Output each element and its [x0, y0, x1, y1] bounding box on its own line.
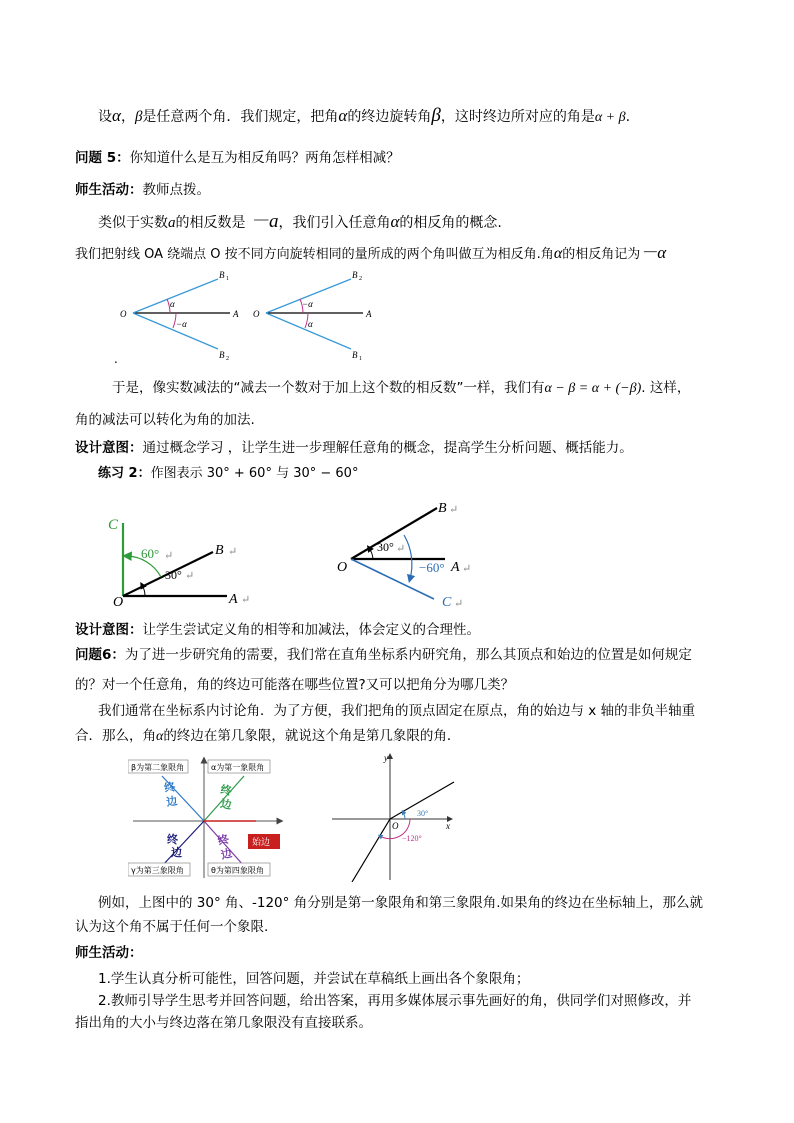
terminal-char-2: 边: [219, 798, 233, 812]
label-60-deg: 60°: [141, 546, 160, 561]
label-box-q1: [208, 760, 270, 773]
design-intent-label: 设计意图：: [75, 622, 143, 638]
label-neg-120-deg: −120°: [402, 834, 422, 843]
sum-angle-diagram: [108, 517, 250, 610]
quadrant-angles-figure: [128, 756, 284, 880]
label-neg-alpha: −α: [176, 319, 187, 329]
ray-ob1: [133, 279, 218, 313]
arc-30: [369, 548, 373, 559]
return-mark: ↵: [462, 563, 472, 575]
label-30-deg: 30°: [377, 540, 394, 554]
label-q1: α为第一象限角: [211, 763, 265, 772]
list-item: 1.学生认真分析可能性，回答问题，并尝试在草稿纸上画出各个象限角；: [98, 971, 530, 987]
design-intent-text: 让学生尝试定义角的相等和加减法，体会定义的合理性。: [142, 622, 480, 638]
text-segment: ，我们引入任意角: [278, 215, 391, 231]
text-segment: 的相反角的概念.: [399, 215, 502, 231]
alpha-symbol: α: [338, 106, 348, 125]
question-label: 问题 5：: [75, 150, 130, 166]
neg-alpha-symbol: －α: [640, 243, 667, 262]
return-mark: ↵: [449, 504, 459, 516]
example-paragraph-line2: 认为这个角不属于任何一个象限.: [75, 919, 269, 935]
subtraction-paragraph-line2: 角的减法可以转化为角的加法.: [75, 412, 255, 428]
activity-text: 教师点拨。: [142, 182, 210, 198]
coordinate-angles-figure: [330, 752, 460, 882]
label-c: C: [108, 517, 119, 533]
exercise-text: 作图表示 30° + 60° 与 30° − 60°: [150, 466, 359, 481]
teacher-student-activity-2: 师生活动：: [75, 945, 143, 961]
label-box-q4: [208, 863, 270, 876]
return-mark: ↵: [241, 594, 251, 606]
label-o: O: [120, 309, 127, 319]
text-segment: 是任意两个角．我们规定，把角: [142, 109, 339, 125]
question-label: 问题6：: [75, 647, 125, 663]
exercise-label: 练习 2：: [98, 466, 151, 481]
question-6: [75, 643, 692, 663]
label-b1-sub: 1: [226, 276, 229, 282]
beta-symbol: β: [134, 109, 143, 125]
return-mark: ↵: [454, 598, 464, 610]
text-segment: 角: [540, 247, 554, 262]
return-mark: ↵: [164, 550, 174, 562]
opposite-number-paragraph: [98, 206, 502, 233]
terminal-char-2: 边: [171, 847, 182, 859]
label-a: A: [451, 560, 460, 575]
label-a: A: [233, 309, 239, 319]
label-q4: θ为第四象限角: [211, 866, 264, 875]
label-b2: B: [352, 270, 358, 280]
alpha-symbol: α: [390, 212, 400, 231]
right-angle-diagram: [253, 270, 372, 362]
text-segment: 于是，像实数减法的“减去一个数对于加上这个数的相反数”一样，我们有: [112, 380, 545, 396]
label-b: B: [438, 501, 447, 516]
activity-label: 师生活动：: [75, 182, 143, 198]
label-q3: γ为第三象限角: [131, 866, 184, 875]
design-intent-label: 设计意图：: [75, 440, 143, 456]
alpha-symbol: α: [156, 729, 164, 744]
label-x: x: [446, 821, 450, 831]
terminal-char-1: 终: [219, 784, 233, 798]
question-text: 你知道什么是互为相反角吗？两角怎样相减？: [129, 150, 400, 166]
terminal-char-2: 边: [219, 847, 234, 862]
left-angle-diagram: [120, 270, 239, 362]
arc-30: [403, 812, 405, 819]
sum-formula: α + β: [594, 110, 626, 125]
figure-trailing-dot: .: [114, 352, 118, 366]
return-mark: ↵: [185, 570, 195, 582]
subtraction-formula: α − β = α + (−β): [544, 381, 642, 396]
text-segment: 我们把射线 OA 绕端点 O 按不同方向旋转相同的量所成的两个角叫做互为相反角.: [75, 247, 541, 262]
text-segment: ，这时终边所对应的角是: [440, 109, 595, 125]
exercise-2: [98, 462, 358, 481]
terminal-side-neg-120: [352, 819, 390, 882]
return-mark: ↵: [228, 546, 238, 558]
label-o: O: [113, 595, 124, 610]
label-o: O: [337, 560, 348, 575]
text-segment: 的相反数是: [175, 215, 246, 231]
label-alpha: α: [170, 299, 175, 309]
text-segment: . 这样，: [641, 380, 691, 396]
text-segment: 设: [98, 109, 112, 125]
terminal-char-1: 终: [216, 833, 231, 848]
label-b2: B: [219, 350, 225, 360]
exercise-2-figures: [105, 495, 475, 610]
opposite-angles-figure: [118, 262, 378, 368]
question-5: [75, 146, 400, 166]
opposite-angle-definition: [75, 238, 666, 263]
label-b2-sub: 2: [359, 276, 362, 282]
text-segment: ，: [120, 109, 135, 125]
difference-angle-diagram: [337, 501, 471, 610]
return-mark: ↵: [396, 543, 406, 555]
ray-ob: [351, 508, 437, 559]
label-box-q3: [128, 863, 190, 876]
label-box-q2: [128, 760, 188, 773]
neg-a-symbol: －a: [249, 211, 279, 232]
question-6-line2: 的？对一个任意角，角的终边可能落在哪些位置?又可以把角分为哪几类？: [75, 677, 515, 693]
label-b: B: [215, 543, 224, 558]
text-segment: 合．那么，角: [75, 728, 156, 744]
design-intent-2: [75, 618, 480, 638]
label-b1: B: [219, 270, 225, 280]
beta-symbol: β: [431, 105, 441, 126]
label-30-deg: 30°: [417, 809, 429, 818]
label-y: y: [384, 753, 388, 763]
list-item: 2.教师引导学生思考并回答问题，给出答案，再用多媒体展示事先画好的角，供同学们对照修改，并: [98, 993, 692, 1009]
label-neg-alpha: −α: [302, 299, 313, 309]
initial-side-label: 始边: [252, 838, 271, 848]
alpha-symbol: α: [112, 106, 121, 125]
quadrant-definition-line1: 我们通常在坐标系内讨论角．为了方便，我们把角的顶点固定在原点，角的始边与 x 轴的非负半轴重: [98, 703, 696, 719]
arc-neg-60: [404, 535, 412, 579]
label-alpha: α: [308, 319, 313, 329]
label-c: C: [442, 595, 452, 610]
design-intent-1: [75, 436, 633, 456]
subtraction-paragraph: [112, 376, 690, 397]
initial-side-badge: [248, 834, 280, 849]
definition-paragraph: [98, 105, 630, 127]
terminal-char-1: 终: [163, 781, 177, 795]
text-segment: 的相反角记为: [562, 247, 641, 262]
example-paragraph-line1: 例如，上图中的 30° 角、-120° 角分别是第一象限角和第三象限角.如果角的终边在坐标轴上，那么就: [98, 895, 703, 911]
terminal-char-2: 边: [165, 795, 179, 809]
design-intent-text: 通过概念学习 ，让学生进一步理解任意角的概念，提高学生分析问题、概括能力。: [142, 440, 633, 456]
label-b1-sub: 1: [359, 356, 362, 362]
terminal-char-1: 终: [167, 834, 178, 846]
alpha-symbol: α: [553, 245, 563, 262]
label-o: O: [392, 821, 399, 831]
label-q2: β为第二象限角: [131, 763, 185, 772]
question-text: 为了进一步研究角的需要，我们常在直角坐标系内研究角，那么其顶点和始边的位置是如何规定: [124, 647, 692, 663]
text-segment: 类似于实数: [98, 215, 168, 231]
text-segment: 的终边旋转角: [347, 109, 432, 125]
label-b2-sub: 2: [226, 356, 229, 362]
text-segment: 的终边在第几象限，就说这个角是第几象限的角．: [163, 728, 461, 744]
teacher-student-activity: [75, 178, 210, 198]
quadrant-definition-line2: [75, 724, 460, 745]
list-item-continuation: 指出角的大小与终边落在第几象限没有直接联系。: [75, 1015, 372, 1031]
label-o: O: [253, 309, 260, 319]
a-symbol: a: [168, 215, 176, 231]
text-segment: .: [625, 109, 631, 125]
label-b1: B: [352, 350, 358, 360]
label-a: A: [366, 309, 372, 319]
label-30-deg: 30°: [165, 568, 182, 582]
label-neg-60-deg: −60°: [419, 560, 445, 575]
label-a: A: [229, 592, 238, 607]
